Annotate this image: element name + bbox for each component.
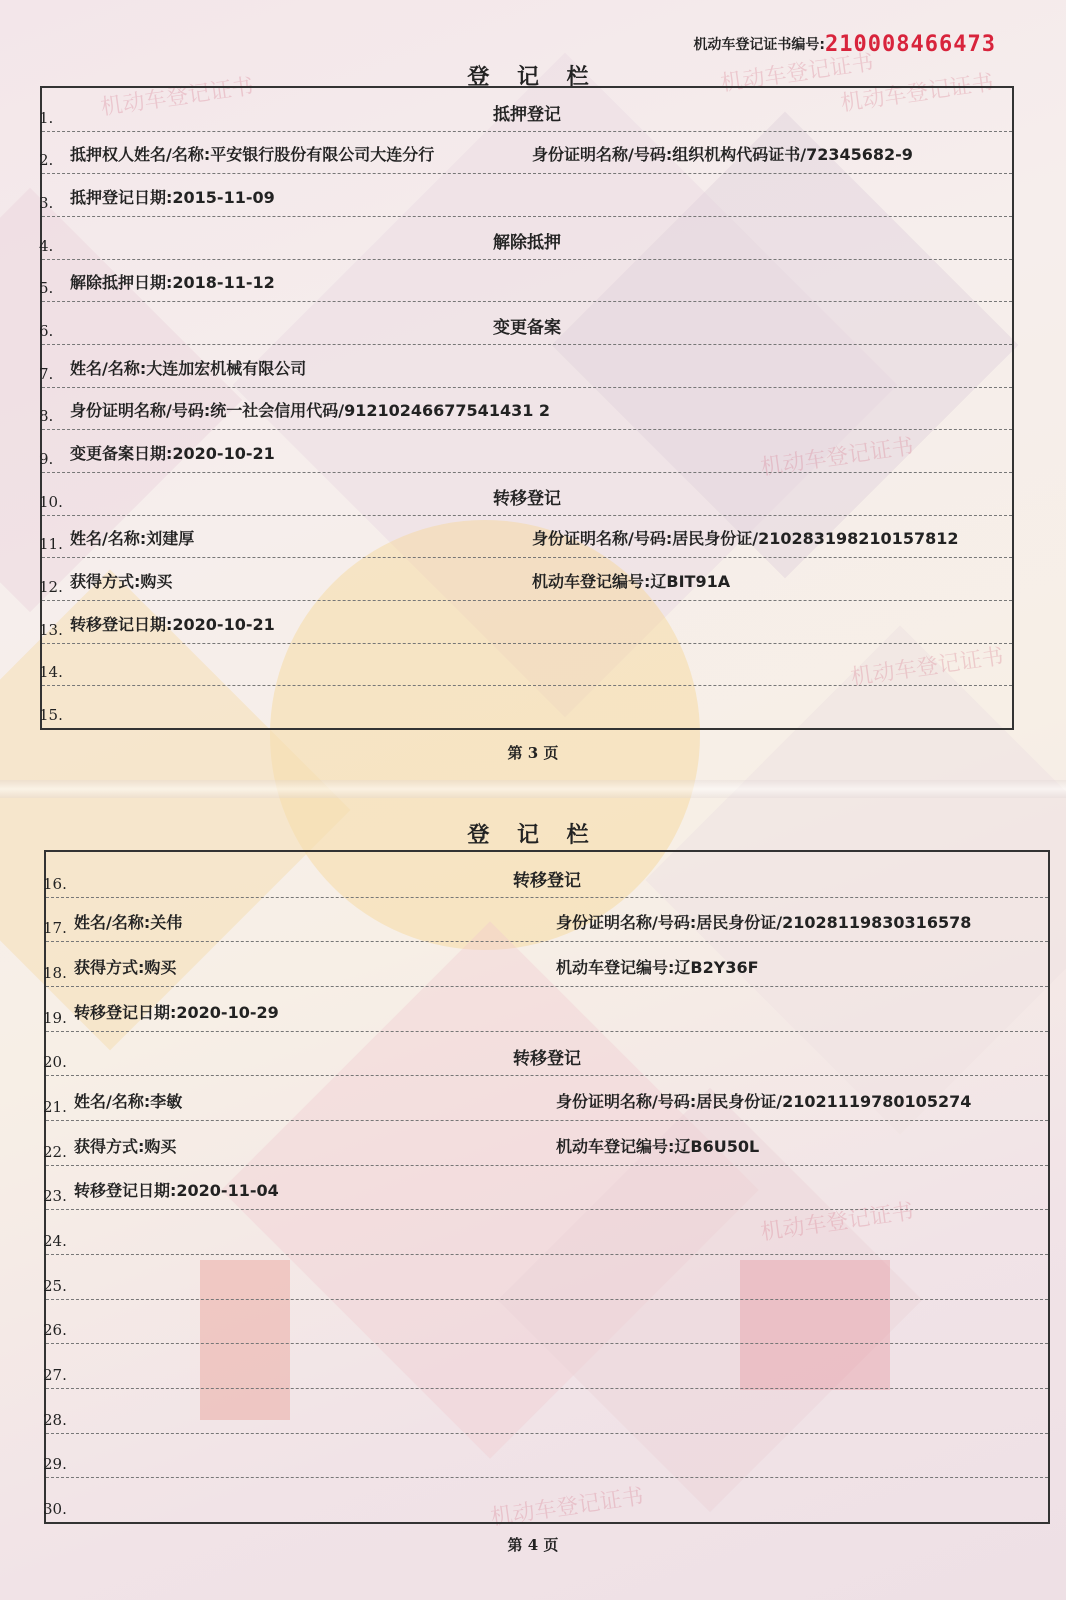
register-row [43,1031,1048,1077]
row-number: 6. [39,321,54,340]
row-number: 7. [39,364,54,383]
register-row [39,344,1012,388]
row-left-field: 抵押权人姓名/名称:平安银行股份有限公司大连分行 [70,145,435,165]
row-number: 24. [43,1231,67,1250]
row-left-field: 姓名/名称:关伟 [74,913,183,933]
row-number: 26. [43,1321,67,1340]
register-row [43,1075,1048,1121]
section-heading: 解除抵押 [493,232,561,253]
watermark: 机动车登记证书 [759,1199,916,1246]
watermark: 机动车登记证书 [489,1484,646,1531]
register-row [39,643,1012,687]
row-number: 23. [43,1187,67,1206]
row-left-field: 转移登记日期:2020-10-21 [70,614,275,634]
row-number: 19. [43,1008,67,1027]
page-3-title: 登 记 栏 [467,64,599,90]
row-number: 10. [39,492,63,511]
register-row [43,1477,1048,1522]
row-left-field: 获得方式:购买 [74,1136,177,1156]
certificate-number-label: 机动车登记证书编号: [693,37,826,53]
row-number: 22. [43,1142,67,1161]
page-fold [0,780,1066,798]
register-row [39,515,1012,559]
row-number: 20. [43,1053,67,1072]
watermark: 机动车登记证书 [849,644,1006,691]
row-left-field: 解除抵押日期:2018-11-12 [70,273,275,293]
row-number: 11. [39,535,63,554]
register-row [43,1299,1048,1345]
register-row [43,1254,1048,1300]
register-row [39,387,1012,431]
row-number: 25. [43,1276,67,1295]
row-right-field: 机动车登记编号:辽BIT91A [532,571,731,591]
section-heading: 抵押登记 [493,104,561,125]
register-row [39,216,1012,260]
row-left-field: 获得方式:购买 [74,957,177,977]
register-row [39,131,1012,175]
watermark: 机动车登记证书 [719,50,876,97]
row-left-field: 变更备案日期:2020-10-21 [70,443,275,463]
register-row [39,88,1012,132]
watermark: 机动车登记证书 [99,74,256,121]
register-row [39,557,1012,601]
row-number: 21. [43,1097,67,1116]
row-number: 12. [39,577,63,596]
page-3-number: 第 3 页 [507,744,559,762]
register-row [43,1388,1048,1434]
register-row [43,986,1048,1032]
register-row [39,685,1012,728]
row-right-field: 身份证明名称/号码:居民身份证/21028119830316578 [556,913,972,933]
row-number: 29. [43,1455,67,1474]
register-row [39,429,1012,473]
register-row [43,1433,1048,1479]
register-row [39,600,1012,644]
register-row [43,1165,1048,1211]
row-right-field: 身份证明名称/号码:居民身份证/210283198210157812 [532,529,959,549]
row-right-field: 身份证明名称/号码:组织机构代码证书/72345682-9 [532,145,913,165]
section-heading: 转移登记 [493,488,561,509]
row-number: 15. [39,705,63,724]
row-left-field: 转移登记日期:2020-11-04 [74,1181,279,1201]
row-number: 13. [39,620,63,639]
row-left-field: 姓名/名称:李敏 [74,1091,183,1111]
register-row [43,897,1048,943]
row-number: 14. [39,663,63,682]
section-heading: 转移登记 [513,1049,581,1070]
row-left-field: 身份证明名称/号码:统一社会信用代码/91210246677541431 2 [70,401,551,421]
row-number: 16. [43,874,67,893]
row-left-field: 姓名/名称:大连加宏机械有限公司 [70,358,307,378]
page-4-register-table [44,850,1050,1524]
row-number: 8. [39,407,54,426]
register-row [43,1120,1048,1166]
row-number: 17. [43,919,67,938]
row-left-field: 抵押登记日期:2015-11-09 [70,187,275,207]
page-3-register-table [40,86,1014,730]
certificate-number: 210008466473 [825,32,996,57]
row-right-field: 身份证明名称/号码:居民身份证/21021119780105274 [556,1091,972,1111]
page-4-title: 登 记 栏 [467,822,599,848]
register-row [43,941,1048,987]
row-left-field: 姓名/名称:刘建厚 [70,529,195,549]
row-number: 28. [43,1410,67,1429]
register-row [39,259,1012,303]
section-heading: 变更备案 [493,317,561,338]
row-number: 27. [43,1365,67,1384]
register-row [39,301,1012,345]
section-heading: 转移登记 [513,870,581,891]
row-left-field: 获得方式:购买 [70,571,173,591]
row-number: 4. [39,236,54,255]
row-number: 18. [43,963,67,982]
register-row [39,472,1012,516]
row-number: 1. [39,108,54,127]
row-right-field: 机动车登记编号:辽B2Y36F [556,957,759,977]
register-row [43,1343,1048,1389]
row-number: 3. [39,193,54,212]
row-left-field: 转移登记日期:2020-10-29 [74,1002,279,1022]
row-number: 2. [39,151,54,170]
page-4-number: 第 4 页 [507,1536,559,1554]
row-number: 30. [43,1499,67,1518]
row-right-field: 机动车登记编号:辽B6U50L [556,1136,760,1156]
row-number: 9. [39,449,54,468]
register-row [43,852,1048,898]
row-number: 5. [39,279,54,298]
register-row [39,173,1012,217]
register-row [43,1209,1048,1255]
watermark: 机动车登记证书 [839,70,996,117]
watermark: 机动车登记证书 [759,434,916,481]
certificate-number-header [693,32,996,57]
